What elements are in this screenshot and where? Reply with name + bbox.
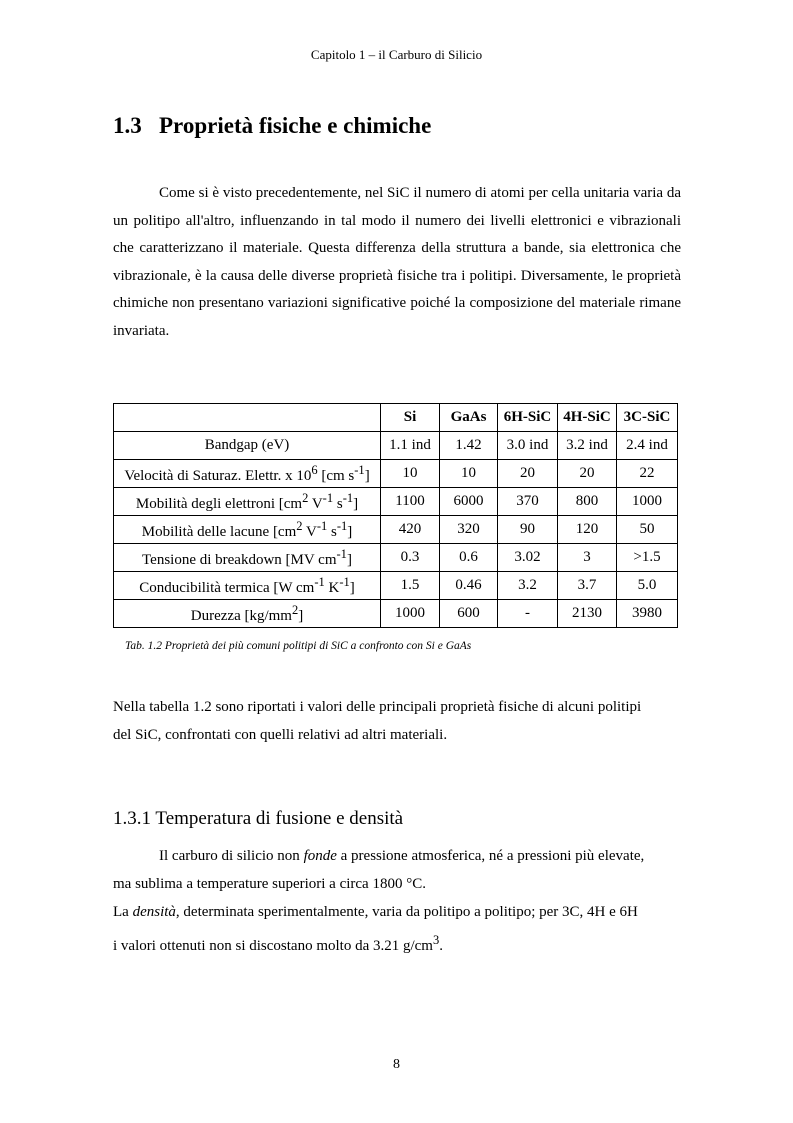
table-cell: 5.0 [617,572,678,600]
label-text: s [333,495,343,512]
label-text: ] [353,495,359,512]
running-header: Capitolo 1 – il Carburo di Silicio [310,47,483,62]
table-cell: 420 [381,516,440,544]
row-label [114,572,381,600]
row-label [114,544,381,572]
emphasis-text: fonde [303,848,337,864]
table-cell: 600 [440,600,498,628]
label-exponent: -1 [354,462,365,477]
row-label [114,488,381,516]
table-row [114,600,678,628]
paragraph-text: Il carburo di silicio non [159,848,304,864]
label-exponent: -1 [339,574,350,589]
label-exponent: -1 [314,574,325,589]
label-exponent: -1 [336,546,347,561]
label-exponent: -1 [322,490,334,505]
label-exponent: 6 [311,462,318,477]
table-cell: 2130 [558,600,617,628]
table-cell: 50 [617,516,678,544]
column-header: GaAs [440,404,498,432]
table-cell: 1.5 [381,572,440,600]
section-title [113,113,431,139]
table-cell: 3.7 [558,572,617,600]
row-label [114,516,381,544]
table-row [114,572,678,600]
paragraph-text: , determinata sperimentalmente, varia da politipo a politipo; per 3C, 4H e 6H [175,904,638,920]
label-text: ] [346,551,352,568]
label-text: [cm s [317,467,355,484]
label-exponent: -1 [336,518,348,533]
table-cell: 1.42 [440,432,498,460]
column-header: 3C-SiC [617,404,678,432]
table-cell: 320 [440,516,498,544]
subsection-number: 1.3.1 [113,808,151,829]
table-cell: - [498,600,558,628]
table-cell: 1.1 ind [381,432,440,460]
label-text: V [302,523,317,540]
label-text: K [324,579,340,596]
table-cell: 90 [498,516,558,544]
label-exponent: 2 [302,490,309,505]
table-cell: 0.3 [381,544,440,572]
unit-exponent: 3 [432,933,440,947]
row-label [114,600,381,628]
label-text: ] [347,523,353,540]
table-cell: 3980 [617,600,678,628]
label-exponent: -1 [342,490,354,505]
label-text: Mobilità degli elettroni [cm [135,495,303,512]
table-description-paragraph [113,693,681,749]
table-cell: 3 [558,544,617,572]
emphasis-text: densità [132,904,176,920]
paragraph-line: del SiC, confrontati con quelli relativi ad altri materiali. [113,727,448,743]
table-cell: 800 [558,488,617,516]
table-cell: 10 [381,460,440,488]
table-cell: 20 [558,460,617,488]
table-cell: 0.46 [440,572,498,600]
label-text: ] [364,467,370,484]
table-cell: 10 [440,460,498,488]
section-number: 1.3 [113,113,142,138]
table-row [114,432,678,460]
label-text: s [327,523,337,540]
table-row [114,460,678,488]
column-header: 6H-SiC [498,404,558,432]
table-cell: 3.2 [498,572,558,600]
properties-table [113,403,678,628]
subsection-title-text: Temperatura di fusione e densità [155,808,404,829]
row-label [114,460,381,488]
paragraph-text: ma sublima a temperature superiori a circa 1800 °C. [113,876,426,892]
label-exponent: -1 [316,518,328,533]
column-header: Si [381,404,440,432]
table-cell: 20 [498,460,558,488]
table-cell: 3.2 ind [558,432,617,460]
label-text: Mobilità delle lacune [cm [141,523,297,540]
intro-paragraph: Come si è visto precedentemente, nel SiC il numero di atomi per cella unitaria varia da un politipo all'altro, influenzando in tal modo il numero dei livelli elettronici e vibrazionali che caratterizzano il materiale. Questa differenza della struttura a bande, sia elettronica che vibrazionale, è la causa delle diverse proprietà fisiche tra i politipi. Diversamente, le proprietà chimiche non presentano variazioni significative poiché la composizione del materiale rimane invariata. [113,185,681,339]
table-cell: 0.6 [440,544,498,572]
fusion-density-paragraph [113,842,681,960]
column-header [114,404,381,432]
label-text: Velocità di Saturaz. Elettr. x 10 [124,467,312,484]
table-row [114,516,678,544]
paragraph-text: La [113,904,133,920]
table-header-row [114,404,678,432]
table-row [114,488,678,516]
page-number: 8 [393,1057,400,1072]
table-cell: 1000 [381,600,440,628]
table-cell: 1100 [381,488,440,516]
label-text: Durezza [kg/mm [190,607,292,624]
paragraph-line: Nella tabella 1.2 sono riportati i valori delle principali proprietà fisiche di alcuni politipi [113,699,642,715]
table-cell: 2.4 ind [617,432,678,460]
table-cell: 3.02 [498,544,558,572]
label-text: Tensione di breakdown [MV cm [142,551,337,568]
paragraph-text: . [439,938,443,954]
table-cell: 120 [558,516,617,544]
table-caption: Tab. 1.2 Proprietà dei più comuni politipi di SiC a confronto con Si e GaAs [125,640,472,652]
label-exponent: 2 [291,602,299,617]
paragraph-text: a pressione atmosferica, né a pressioni più elevate, [336,848,645,864]
label-text: Conducibilità termica [W cm [139,579,315,596]
label-text: V [308,495,323,512]
label-exponent: 2 [296,518,303,533]
table-row [114,544,678,572]
table-cell: 370 [498,488,558,516]
table-cell: 3.0 ind [498,432,558,460]
row-label: Bandgap (eV) [114,432,381,460]
table-cell: >1.5 [617,544,678,572]
column-header: 4H-SiC [558,404,617,432]
label-text: ] [349,579,355,596]
section-title-text: Proprietà fisiche e chimiche [159,113,432,138]
label-text: ] [298,607,304,624]
table-cell: 22 [617,460,678,488]
paragraph-text: i valori ottenuti non si discostano molto da 3.21 g/cm [113,938,433,954]
table-cell: 1000 [617,488,678,516]
subsection-title [113,808,403,830]
table-cell: 6000 [440,488,498,516]
